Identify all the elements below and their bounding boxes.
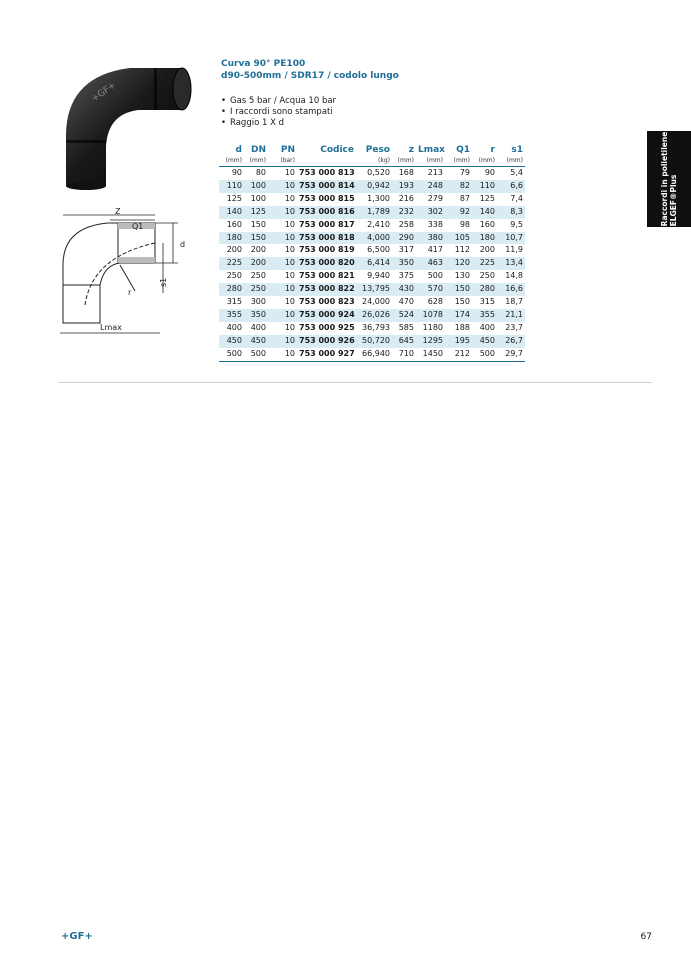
table-cell: 753 000 926 bbox=[297, 335, 356, 348]
table-cell: 24,000 bbox=[362, 297, 390, 307]
table-cell: 168 bbox=[398, 168, 414, 177]
drawing-label-s1: s1 bbox=[159, 277, 168, 287]
column-header: Peso bbox=[365, 145, 390, 155]
table-cell: 23,7 bbox=[505, 322, 523, 332]
table-cell: 125 bbox=[479, 193, 495, 203]
feature-item: • I raccordi sono stampati bbox=[221, 107, 336, 118]
table-cell: 212 bbox=[445, 348, 472, 361]
drawing-label-r: r bbox=[128, 288, 132, 297]
svg-text:+GF+: +GF+ bbox=[89, 80, 119, 105]
unit-cell bbox=[297, 156, 356, 167]
table-cell: 10 bbox=[284, 245, 295, 255]
unit-cell: (mm) bbox=[416, 156, 445, 167]
table-cell: 1078 bbox=[416, 309, 445, 322]
column-header: Lmax bbox=[418, 145, 445, 155]
table-cell: 160 bbox=[226, 219, 242, 229]
table-cell: 13,4 bbox=[497, 257, 525, 270]
section-side-tab bbox=[647, 131, 691, 227]
table-cell: 9,5 bbox=[510, 219, 523, 229]
table-cell: 14,8 bbox=[505, 271, 523, 281]
table-cell: 628 bbox=[427, 297, 443, 307]
table-cell: 400 bbox=[479, 322, 495, 332]
table-cell: 450 bbox=[472, 335, 497, 348]
unit-cell: (kg) bbox=[356, 156, 392, 167]
table-cell: 753 000 821 bbox=[299, 271, 355, 281]
table-row bbox=[219, 193, 525, 206]
table-row bbox=[219, 206, 525, 219]
table-cell: 1180 bbox=[422, 322, 443, 332]
table-units-row bbox=[219, 156, 525, 167]
table-cell: 315 bbox=[226, 297, 242, 307]
table-cell: 180 bbox=[219, 232, 244, 245]
table-cell: 87 bbox=[459, 193, 470, 203]
table-row bbox=[219, 180, 525, 193]
elbow-technical-drawing bbox=[60, 205, 195, 340]
table-cell: 280 bbox=[472, 283, 497, 296]
table-cell: 66,940 bbox=[356, 348, 392, 361]
table-cell: 10 bbox=[268, 232, 297, 245]
table-cell: 753 000 819 bbox=[299, 245, 355, 255]
drawing-label-q1: Q1 bbox=[132, 222, 144, 231]
table-cell: 200 bbox=[250, 245, 266, 255]
table-cell: 5,4 bbox=[510, 168, 523, 177]
table-cell: 1450 bbox=[416, 348, 445, 361]
unit-cell: (mm) bbox=[445, 156, 472, 167]
table-cell: 90 bbox=[231, 168, 242, 177]
drawing-label-lmax: Lmax bbox=[100, 323, 122, 332]
table-body bbox=[219, 167, 525, 362]
table-cell: 10,7 bbox=[497, 232, 525, 245]
table-cell: 290 bbox=[392, 232, 416, 245]
unit-cell: (bar) bbox=[268, 156, 297, 167]
table-cell: 0,942 bbox=[356, 180, 392, 193]
column-header: d bbox=[235, 145, 242, 155]
table-cell: 250 bbox=[479, 271, 495, 281]
table-cell: 90 bbox=[484, 168, 495, 177]
table-cell: 753 000 823 bbox=[299, 297, 355, 307]
unit-cell: (mm) bbox=[497, 156, 525, 167]
table-cell: 225 bbox=[219, 257, 244, 270]
table-cell: 232 bbox=[392, 206, 416, 219]
table-cell: 400 bbox=[226, 322, 242, 332]
drawing-label-d: d bbox=[180, 240, 186, 249]
table-cell: 753 000 815 bbox=[299, 193, 355, 203]
table-cell: 216 bbox=[398, 193, 414, 203]
table-cell: 317 bbox=[398, 245, 414, 255]
section-label-line: Raccordi in polietilene bbox=[660, 131, 669, 227]
table-cell: 213 bbox=[427, 168, 443, 177]
table-cell: 6,6 bbox=[497, 180, 525, 193]
table-cell: 120 bbox=[445, 257, 472, 270]
table-cell: 753 000 817 bbox=[299, 219, 355, 229]
table-header-row bbox=[219, 144, 525, 156]
table-cell: 29,7 bbox=[497, 348, 525, 361]
table-cell: 338 bbox=[427, 219, 443, 229]
unit-cell: (mm) bbox=[472, 156, 497, 167]
product-subtitle: d90-500mm / SDR17 / codolo lungo bbox=[221, 71, 399, 81]
unit-cell: (mm) bbox=[392, 156, 416, 167]
table-cell: 10 bbox=[284, 219, 295, 229]
table-cell: 350 bbox=[392, 257, 416, 270]
table-cell: 26,026 bbox=[356, 309, 392, 322]
table-row bbox=[219, 322, 525, 335]
table-cell: 150 bbox=[454, 297, 470, 307]
table-cell: 9,940 bbox=[367, 271, 390, 281]
section-label bbox=[660, 132, 678, 227]
table-cell: 250 bbox=[244, 283, 268, 296]
table-cell: 200 bbox=[244, 257, 268, 270]
table-cell: 315 bbox=[479, 297, 495, 307]
table-cell: 417 bbox=[427, 245, 443, 255]
table-cell: 4,000 bbox=[356, 232, 392, 245]
table-cell: 195 bbox=[445, 335, 472, 348]
table-cell: 225 bbox=[472, 257, 497, 270]
table-cell: 753 000 925 bbox=[299, 322, 355, 332]
table-cell: 130 bbox=[454, 271, 470, 281]
table-cell: 400 bbox=[250, 322, 266, 332]
table-cell: 150 bbox=[445, 283, 472, 296]
table-cell: 180 bbox=[472, 232, 497, 245]
table-cell: 10 bbox=[268, 348, 297, 361]
table-cell: 6,414 bbox=[356, 257, 392, 270]
table-cell: 10 bbox=[268, 283, 297, 296]
table-row bbox=[219, 219, 525, 232]
table-cell: 753 000 820 bbox=[297, 257, 356, 270]
table-cell: 50,720 bbox=[356, 335, 392, 348]
table-cell: 250 bbox=[250, 271, 266, 281]
table-cell: 500 bbox=[244, 348, 268, 361]
table-cell: 188 bbox=[454, 322, 470, 332]
table-row bbox=[219, 167, 525, 180]
table-cell: 125 bbox=[244, 206, 268, 219]
table-cell: 300 bbox=[250, 297, 266, 307]
page-number: 67 bbox=[640, 932, 652, 942]
table-cell: 10 bbox=[268, 180, 297, 193]
table-cell: 160 bbox=[479, 219, 495, 229]
table-cell: 98 bbox=[459, 219, 470, 229]
column-header: s1 bbox=[511, 145, 523, 155]
table-cell: 1,300 bbox=[367, 193, 390, 203]
table-cell: 150 bbox=[250, 219, 266, 229]
table-cell: 470 bbox=[398, 297, 414, 307]
table-row bbox=[219, 296, 525, 309]
table-row bbox=[219, 244, 525, 257]
table-row bbox=[219, 283, 525, 296]
table-cell: 500 bbox=[219, 348, 244, 361]
table-cell: 753 000 814 bbox=[297, 180, 356, 193]
column-header: DN bbox=[250, 145, 266, 155]
table-cell: 7,4 bbox=[510, 193, 523, 203]
table-row bbox=[219, 309, 525, 322]
table-cell: 150 bbox=[244, 232, 268, 245]
column-header: Q1 bbox=[456, 145, 470, 155]
table-cell: 2,410 bbox=[367, 219, 390, 229]
table-cell: 450 bbox=[244, 335, 268, 348]
unit-cell: (mm) bbox=[244, 156, 268, 167]
drawing-label-z: Z bbox=[115, 207, 121, 216]
table-cell: 10 bbox=[268, 206, 297, 219]
table-cell: 258 bbox=[398, 219, 414, 229]
table-cell: 200 bbox=[226, 245, 242, 255]
section-label-line: ELGEF®Plus bbox=[669, 174, 678, 227]
table-cell: 92 bbox=[445, 206, 472, 219]
table-cell: 1295 bbox=[416, 335, 445, 348]
table-cell: 10 bbox=[268, 257, 297, 270]
table-cell: 463 bbox=[416, 257, 445, 270]
table-cell: 355 bbox=[472, 309, 497, 322]
table-row bbox=[219, 348, 525, 361]
feature-item: • Raggio 1 X d bbox=[221, 118, 336, 129]
column-header: r bbox=[490, 145, 495, 155]
unit-cell: (mm) bbox=[219, 156, 244, 167]
table-cell: 430 bbox=[392, 283, 416, 296]
table-cell: 140 bbox=[472, 206, 497, 219]
table-cell: 140 bbox=[219, 206, 244, 219]
feature-list bbox=[221, 96, 336, 129]
table-cell: 250 bbox=[226, 271, 242, 281]
table-cell: 248 bbox=[416, 180, 445, 193]
table-cell: 8,3 bbox=[497, 206, 525, 219]
elbow-photo bbox=[58, 58, 198, 193]
table-cell: 21,1 bbox=[497, 309, 525, 322]
table-cell: 380 bbox=[416, 232, 445, 245]
table-cell: 753 000 927 bbox=[297, 348, 356, 361]
table-cell: 82 bbox=[445, 180, 472, 193]
table-cell: 302 bbox=[416, 206, 445, 219]
table-cell: 100 bbox=[250, 193, 266, 203]
table-cell: 0,520 bbox=[367, 168, 390, 177]
table-cell: 80 bbox=[255, 168, 266, 177]
table-cell: 500 bbox=[472, 348, 497, 361]
table-cell: 450 bbox=[219, 335, 244, 348]
table-cell: 710 bbox=[392, 348, 416, 361]
table-cell: 36,793 bbox=[362, 322, 390, 332]
table-cell: 10 bbox=[268, 309, 297, 322]
table-cell: 13,795 bbox=[356, 283, 392, 296]
table-cell: 570 bbox=[416, 283, 445, 296]
table-cell: 10 bbox=[284, 193, 295, 203]
table-cell: 375 bbox=[398, 271, 414, 281]
dimensions-table bbox=[219, 144, 525, 362]
table-row bbox=[219, 270, 525, 283]
table-cell: 112 bbox=[454, 245, 470, 255]
table-cell: 753 000 816 bbox=[297, 206, 356, 219]
table-cell: 280 bbox=[219, 283, 244, 296]
table-cell: 26,7 bbox=[497, 335, 525, 348]
table-cell: 11,9 bbox=[505, 245, 523, 255]
table-cell: 10 bbox=[284, 322, 295, 332]
table-cell: 753 000 924 bbox=[297, 309, 356, 322]
divider bbox=[58, 382, 652, 383]
feature-item: • Gas 5 bar / Acqua 10 bar bbox=[221, 96, 336, 107]
table-cell: 110 bbox=[219, 180, 244, 193]
table-cell: 200 bbox=[479, 245, 495, 255]
table-row bbox=[219, 335, 525, 348]
table-cell: 10 bbox=[284, 297, 295, 307]
table-cell: 79 bbox=[459, 168, 470, 177]
table-cell: 524 bbox=[392, 309, 416, 322]
column-header: z bbox=[408, 145, 414, 155]
table-cell: 350 bbox=[244, 309, 268, 322]
gf-logo: +GF+ bbox=[61, 931, 93, 942]
table-cell: 10 bbox=[268, 335, 297, 348]
table-cell: 18,7 bbox=[505, 297, 523, 307]
table-cell: 753 000 813 bbox=[299, 168, 355, 177]
table-cell: 500 bbox=[427, 271, 443, 281]
column-header: PN bbox=[280, 145, 295, 155]
table-row bbox=[219, 257, 525, 270]
table-cell: 645 bbox=[392, 335, 416, 348]
table-cell: 10 bbox=[284, 168, 295, 177]
table-cell: 1,789 bbox=[356, 206, 392, 219]
table-cell: 174 bbox=[445, 309, 472, 322]
table-row bbox=[219, 232, 525, 245]
table-cell: 105 bbox=[445, 232, 472, 245]
table-cell: 6,500 bbox=[367, 245, 390, 255]
table-cell: 110 bbox=[472, 180, 497, 193]
table-cell: 10 bbox=[284, 271, 295, 281]
table-cell: 16,6 bbox=[497, 283, 525, 296]
table-cell: 279 bbox=[427, 193, 443, 203]
product-title: Curva 90° PE100 bbox=[221, 59, 306, 69]
table-cell: 585 bbox=[398, 322, 414, 332]
table-cell: 753 000 818 bbox=[297, 232, 356, 245]
column-header: Codice bbox=[320, 145, 354, 155]
table-cell: 100 bbox=[244, 180, 268, 193]
table-cell: 125 bbox=[226, 193, 242, 203]
table-cell: 753 000 822 bbox=[297, 283, 356, 296]
table-cell: 355 bbox=[219, 309, 244, 322]
table-cell: 193 bbox=[392, 180, 416, 193]
